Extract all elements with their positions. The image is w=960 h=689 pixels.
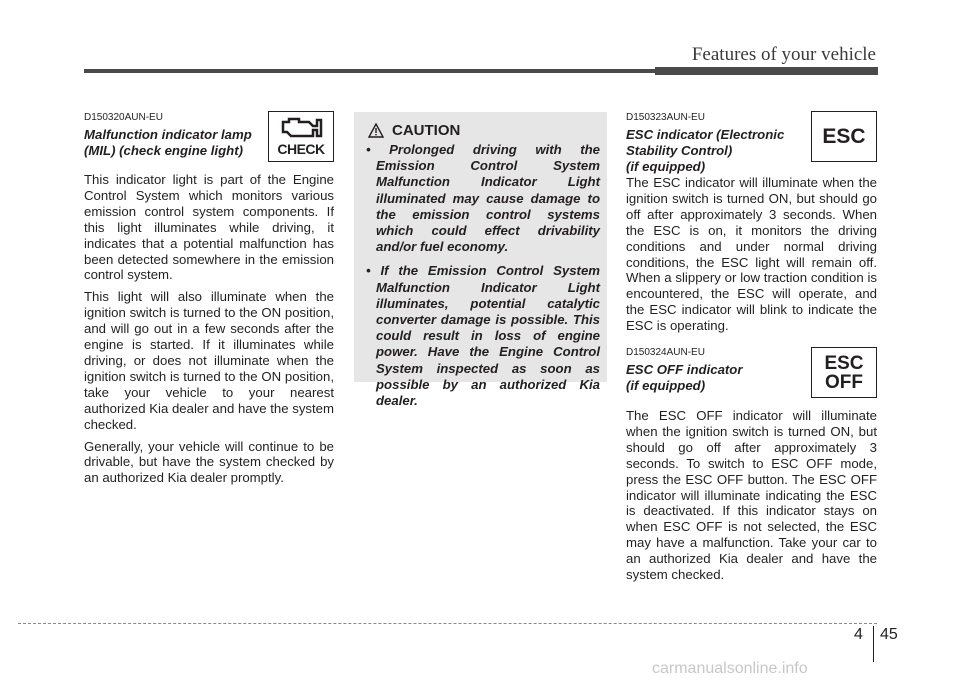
check-label: CHECK bbox=[277, 141, 325, 157]
esc-off-indicator-icon bbox=[811, 347, 877, 398]
caution-item: • If the Emission Control System Malfunction Indicator Light illuminates, potential catalytic converter damage is possible. This could result in loss of engine power. Have the Engine Control System inspected as soon as possible by an authorized Kia dealer. bbox=[366, 263, 601, 409]
section-code-esc: D150323AUN-EU bbox=[626, 112, 705, 123]
paragraph: This light will also illuminate when the ignition switch is turned to the ON position, and will go out in a few seconds after the engine is started. If it illuminates while driving, or does not illuminate when the ignition switch is turned to the ON position, take your vehicle to your nearest authorized Kia dealer and have the system checked. bbox=[84, 289, 334, 432]
esc-icon-label: ESC bbox=[822, 124, 866, 148]
caution-item-text: If the Emission Control System Malfunction Indicator Light illuminates, potential catalytic converter damage is possible. This could result in loss of engine power. Have the Engine Control System inspected as soon as possible by an authorized Kia dealer. bbox=[376, 263, 601, 409]
caution-list bbox=[364, 142, 600, 417]
subhead-esc-off bbox=[626, 362, 806, 394]
esc-body: The ESC indicator will illuminate when the ignition switch is turned ON, but should go off after approximately 3 seconds. When the ESC is on, it monitors the driving conditions and under normal driving conditions, the ESC light will remain off. When a slippery or low traction condition is encountered, the ESC will operate, and the ESC indicator will blink to indicate the ESC is operating. bbox=[626, 175, 877, 334]
caution-item-text: Prolonged driving with the Emission Control System Malfunction Indicator Light illuminated may cause damage to the emission control systems which could effect drivability and/or fuel economy. bbox=[376, 142, 601, 255]
subhead-mil-line1: Malfunction indicator lamp bbox=[84, 127, 252, 142]
caution-item: • Prolonged driving with the Emission Control System Malfunction Indicator Light illuminated may cause damage to the emission control systems which could effect drivability and/or fuel economy. bbox=[366, 142, 601, 255]
paragraph: This indicator light is part of the Engine Control System which monitors various emission control system components. If this light illuminates while driving, it indicates that a potential malfunction has been detected somewhere in the emission control system. bbox=[84, 172, 334, 283]
mil-body bbox=[84, 172, 334, 492]
esc-indicator-icon bbox=[811, 111, 877, 162]
subhead-esc bbox=[626, 127, 806, 175]
section-code-mil: D150320AUN-EU bbox=[84, 112, 163, 123]
subhead-esc-line2: Stability Control) bbox=[626, 143, 733, 158]
caution-heading bbox=[368, 122, 460, 139]
check-engine-icon bbox=[268, 111, 334, 162]
footer-rule bbox=[18, 623, 877, 624]
subhead-esc-off-line2: (if equipped) bbox=[626, 378, 706, 393]
subhead-mil-line2: (MIL) (check engine light) bbox=[84, 143, 243, 158]
paragraph: Generally, your vehicle will continue to be drivable, but have the system checked by an authorized Kia dealer promptly. bbox=[84, 438, 334, 486]
warning-triangle-icon bbox=[368, 123, 384, 138]
watermark: carmanualsonline.info bbox=[652, 660, 808, 677]
esc-off-icon-line1: ESC bbox=[824, 352, 864, 374]
caution-title: CAUTION bbox=[392, 122, 461, 139]
section-code-esc-off: D150324AUN-EU bbox=[626, 347, 705, 358]
subhead-esc-line3: (if equipped) bbox=[626, 159, 706, 174]
subhead-esc-line1: ESC indicator (Electronic bbox=[626, 127, 785, 142]
caution-box bbox=[354, 112, 607, 409]
page-number: 45 bbox=[880, 626, 898, 643]
engine-icon bbox=[279, 116, 323, 140]
subhead-mil bbox=[84, 127, 274, 159]
chapter-number: 4 bbox=[854, 626, 863, 643]
esc-off-body: The ESC OFF indicator will illuminate when the ignition switch is turned ON, but should go off after approximately 3 seconds. To switch to ESC OFF mode, press the ESC OFF button. The ESC OFF indicator will illuminate indicating the ESC is deactivated. If this indicator stays on when ESC OFF is not selected, the ESC may have a malfunction. Take your car to an authorized Kia dealer and have the system checked. bbox=[626, 408, 877, 583]
page-header-title: Features of your vehicle bbox=[691, 44, 876, 65]
header-rule-accent bbox=[655, 67, 878, 75]
page-number-divider bbox=[873, 626, 874, 662]
esc-off-icon-line2: OFF bbox=[825, 371, 863, 393]
subhead-esc-off-line1: ESC OFF indicator bbox=[626, 362, 743, 377]
